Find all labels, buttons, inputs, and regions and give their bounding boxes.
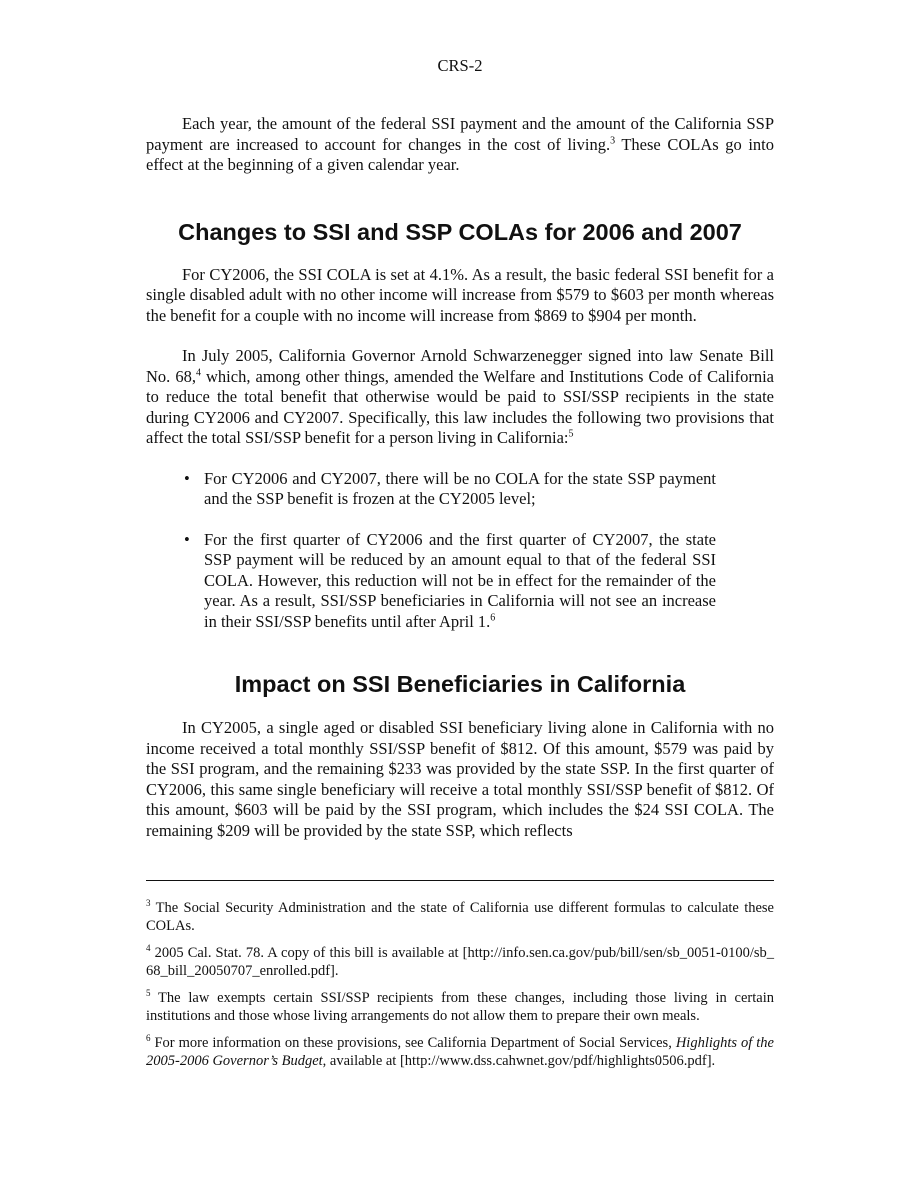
footnote-ref-6[interactable]: 6 <box>490 612 496 623</box>
section-heading-colas: Changes to SSI and SSP COLAs for 2006 and 2007 <box>178 218 742 245</box>
impact-paragraph: In CY2005, a single aged or disabled SSI beneficiary living alone in California with no income received a total monthly SSI/SSP benefit of $812. Of this amount, $579 was paid by the SSI program, and the remaining $233 was provided by the state SSP. In the first quarter of CY2006, this same single beneficiary will receive a total monthly SSI/SSP benefit of $812. Of this amount, $603 will be paid by the SSI program, which includes the $24 SSI COLA. The remaining $209 will be provided by the state SSP, which reflects <box>146 718 774 840</box>
footnote-text: The law exempts certain SSI/SSP recipients from these changes, including those living in certain institutions and those whose living arrangements do not allow them to prepare their own meals. <box>146 990 774 1024</box>
budget-title: Highlights of the 2005-2006 Governor’s Budget <box>146 1035 774 1069</box>
bullet-icon: • <box>184 529 190 549</box>
intro-text-cont: These COLAs go into effect at the beginning of a given calendar year. <box>146 134 774 174</box>
bullet-icon: • <box>184 468 190 488</box>
footnote-ref-5[interactable]: 5 <box>568 428 574 440</box>
senate-bill-paragraph <box>146 346 774 449</box>
footnote-number: 4 <box>146 943 151 954</box>
footnote-ref-3[interactable]: 3 <box>610 135 616 146</box>
cola-paragraph: For CY2006, the SSI COLA is set at 4.1%. As a result, the basic federal SSI benefit for a single disabled adult with no other income will increase from $579 to $603 per month whereas the benefit for a couple with no income will increase from $869 to $904 per month. <box>146 264 774 325</box>
footnote-text: 2005 Cal. Stat. 78. A copy of this bill is available at [http://info.sen.ca.gov/pub/bill/sen/sb_0051-0100/sb_68_bill_20050707_enrolled.pdf]. <box>146 945 774 979</box>
section-heading-impact: Impact on SSI Beneficiaries in California <box>234 671 686 697</box>
footnote-ref-4[interactable]: 4 <box>195 367 201 378</box>
senate-bill-text: In July 2005, California Governor Arnold Schwarzenegger signed into law Senate Bill No. 68, <box>146 346 774 386</box>
footnote-number: 3 <box>146 898 151 909</box>
footnote-text: For more information on these provisions, see California Department of Social Services, <box>150 1035 676 1051</box>
footnote-number: 5 <box>146 988 151 999</box>
footnote-4 <box>146 945 774 980</box>
footnote-text: The Social Security Administration and the state of California use different formulas to calculate these COLAs. <box>146 900 774 934</box>
list-item <box>184 529 716 633</box>
footnote-text-cont: , available at [http://www.dss.cahwnet.gov/pdf/highlights0506.pdf]. <box>322 1052 716 1069</box>
main-content <box>146 114 774 841</box>
intro-paragraph <box>146 114 774 176</box>
provisions-list <box>146 469 774 633</box>
list-item-text: For the first quarter of CY2006 and the first quarter of CY2007, the state SSP payment will be reduced by an amount equal to that of the federal SSI COLA. However, this reduction will not be in effect for the remainder of the year. As a result, SSI/SSP beneficiaries in California will not see an increase in their SSI/SSP benefits until after April 1. <box>204 529 716 631</box>
footnotes-section <box>146 900 774 1080</box>
list-item-text: For CY2006 and CY2007, there will be no COLA for the state SSP payment and the SSP benefit is frozen at the CY2005 level; <box>204 468 716 508</box>
page-number: CRS-2 <box>437 56 483 75</box>
intro-text: Each year, the amount of the federal SSI payment and the amount of the California SSP payment are increased to account for changes in the cost of living. <box>146 114 774 154</box>
footnote-divider <box>146 880 774 881</box>
footnote-number: 6 <box>146 1033 151 1044</box>
footnote-5 <box>146 990 774 1025</box>
footnote-3 <box>146 900 774 935</box>
footnote-6 <box>146 1035 774 1070</box>
senate-bill-text-cont: which, among other things, amended the Welfare and Institutions Code of California to reduce the total benefit that otherwise would be paid to SSI/SSP recipients in the state during CY2006 and CY2007. Specifically, this law includes the following two provisions that affect the total SSI/SSP benefit for a person living in California: <box>146 366 774 447</box>
list-item <box>184 468 716 510</box>
